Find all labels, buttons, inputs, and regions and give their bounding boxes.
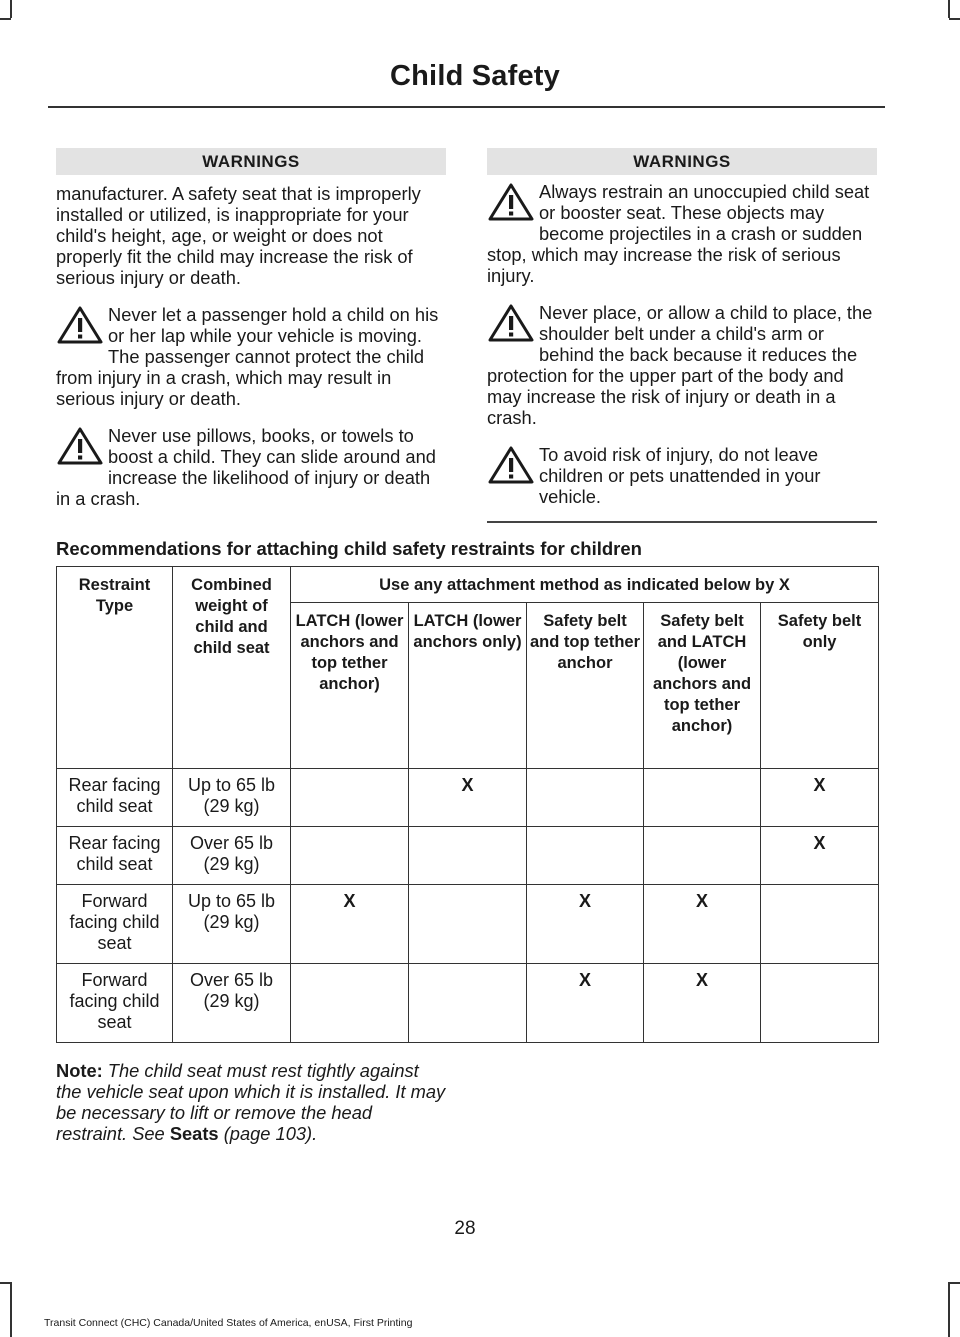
cell-mark bbox=[409, 827, 527, 885]
warning-item bbox=[487, 181, 877, 286]
table-row bbox=[57, 885, 879, 964]
cell-mark bbox=[527, 769, 644, 827]
warning-triangle-icon bbox=[487, 303, 539, 361]
note-text: The child seat must rest tightly against the vehicle seat upon which it is installed. It may be necessary to lift or remove the head restraint. See bbox=[56, 1060, 446, 1144]
crop-mark bbox=[948, 0, 950, 18]
cell-weight: Up to 65 lb (29 kg) bbox=[173, 885, 291, 964]
crop-mark bbox=[10, 0, 12, 18]
header-method: LATCH (lower anchors and top tether anchor) bbox=[291, 603, 409, 769]
cell-mark: X bbox=[644, 964, 761, 1043]
cell-mark bbox=[761, 885, 879, 964]
warning-triangle-icon bbox=[487, 445, 539, 503]
crop-mark bbox=[949, 18, 960, 20]
cell-mark bbox=[761, 964, 879, 1043]
cell-mark bbox=[291, 827, 409, 885]
warning-item bbox=[487, 302, 877, 428]
cell-weight: Over 65 lb (29 kg) bbox=[173, 827, 291, 885]
cell-mark: X bbox=[761, 769, 879, 827]
warning-text: Never let a passenger hold a child on his or her lap while your vehicle is moving. The passenger cannot protect the child from injury in a crash, which may result in serious injury or death. bbox=[56, 304, 439, 409]
page-number: 28 bbox=[454, 1218, 476, 1239]
warning-text: To avoid risk of injury, do not leave children or pets unattended in your vehicle. bbox=[539, 444, 821, 507]
cell-mark bbox=[644, 827, 761, 885]
warning-triangle-icon bbox=[56, 305, 108, 363]
warning-item bbox=[56, 304, 446, 409]
header-method: Safety belt and LATCH (lower anchors and top tether anchor) bbox=[644, 603, 761, 769]
cell-mark: X bbox=[527, 885, 644, 964]
warning-text: Never use pillows, books, or towels to boost a child. They can slide around and increase the likelihood of injury or death in a crash. bbox=[56, 425, 436, 509]
cell-mark bbox=[409, 964, 527, 1043]
warning-intro: manufacturer. A safety seat that is improperly installed or utilized, is inappropriate for your child's height, age, or weight or does not properly fit the child may increase the risk of serious injury or death. bbox=[56, 183, 421, 288]
crop-mark bbox=[949, 1282, 960, 1284]
table-row bbox=[57, 827, 879, 885]
warning-triangle-icon bbox=[56, 426, 108, 484]
header-combined-weight: Combined weight of child and child seat bbox=[173, 567, 291, 769]
cell-mark: X bbox=[644, 885, 761, 964]
note-paragraph bbox=[56, 1060, 448, 1144]
right-column bbox=[487, 148, 877, 523]
cell-mark bbox=[291, 769, 409, 827]
header-method: Safety belt and top tether anchor bbox=[527, 603, 644, 769]
restraint-table bbox=[56, 566, 879, 1043]
note-page-reference: (page 103). bbox=[218, 1123, 318, 1144]
crop-mark bbox=[0, 18, 11, 20]
cell-mark: X bbox=[527, 964, 644, 1043]
cell-mark: X bbox=[291, 885, 409, 964]
cell-weight: Over 65 lb (29 kg) bbox=[173, 964, 291, 1043]
warnings-heading: WARNINGS bbox=[56, 148, 446, 175]
note-label: Note: bbox=[56, 1060, 103, 1081]
header-divider bbox=[48, 106, 885, 108]
warning-text: Always restrain an unoccupied child seat or booster seat. These objects may become projectiles in a crash or sudden stop, which may increase the risk of serious injury. bbox=[487, 181, 870, 286]
footer-text: Transit Connect (CHC) Canada/United States of America, enUSA, First Printing bbox=[44, 1317, 413, 1329]
header-attachment-group: Use any attachment method as indicated below by X bbox=[291, 567, 879, 603]
warning-item bbox=[56, 425, 446, 509]
header-method: Safety belt only bbox=[761, 603, 879, 769]
header-method: LATCH (lower anchors only) bbox=[409, 603, 527, 769]
page-title: Child Safety bbox=[390, 60, 560, 92]
cell-mark: X bbox=[761, 827, 879, 885]
crop-mark bbox=[10, 1282, 12, 1337]
cell-restraint-type: Rear facing child seat bbox=[57, 769, 173, 827]
cell-mark bbox=[644, 769, 761, 827]
cell-restraint-type: Forward facing child seat bbox=[57, 964, 173, 1043]
section-divider bbox=[487, 521, 877, 523]
table-row bbox=[57, 964, 879, 1043]
cell-mark bbox=[527, 827, 644, 885]
warning-text: Never place, or allow a child to place, the shoulder belt under a child's arm or behind the back because it reduces the protection for the upper part of the body and may increase the risk of injury or death in a crash. bbox=[487, 302, 873, 428]
warning-item bbox=[487, 444, 877, 507]
table-title: Recommendations for attaching child safety restraints for children bbox=[56, 538, 642, 559]
cell-mark: X bbox=[409, 769, 527, 827]
header-restraint-type: Restraint Type bbox=[57, 567, 173, 769]
cell-restraint-type: Rear facing child seat bbox=[57, 827, 173, 885]
table-row bbox=[57, 769, 879, 827]
cell-restraint-type: Forward facing child seat bbox=[57, 885, 173, 964]
crop-mark bbox=[948, 1282, 950, 1337]
cell-mark bbox=[291, 964, 409, 1043]
warnings-heading: WARNINGS bbox=[487, 148, 877, 175]
cell-weight: Up to 65 lb (29 kg) bbox=[173, 769, 291, 827]
seats-reference-link[interactable]: Seats bbox=[169, 1123, 219, 1144]
left-column bbox=[56, 148, 446, 509]
table-header-row bbox=[57, 567, 879, 603]
cell-mark bbox=[409, 885, 527, 964]
warning-triangle-icon bbox=[487, 182, 539, 240]
